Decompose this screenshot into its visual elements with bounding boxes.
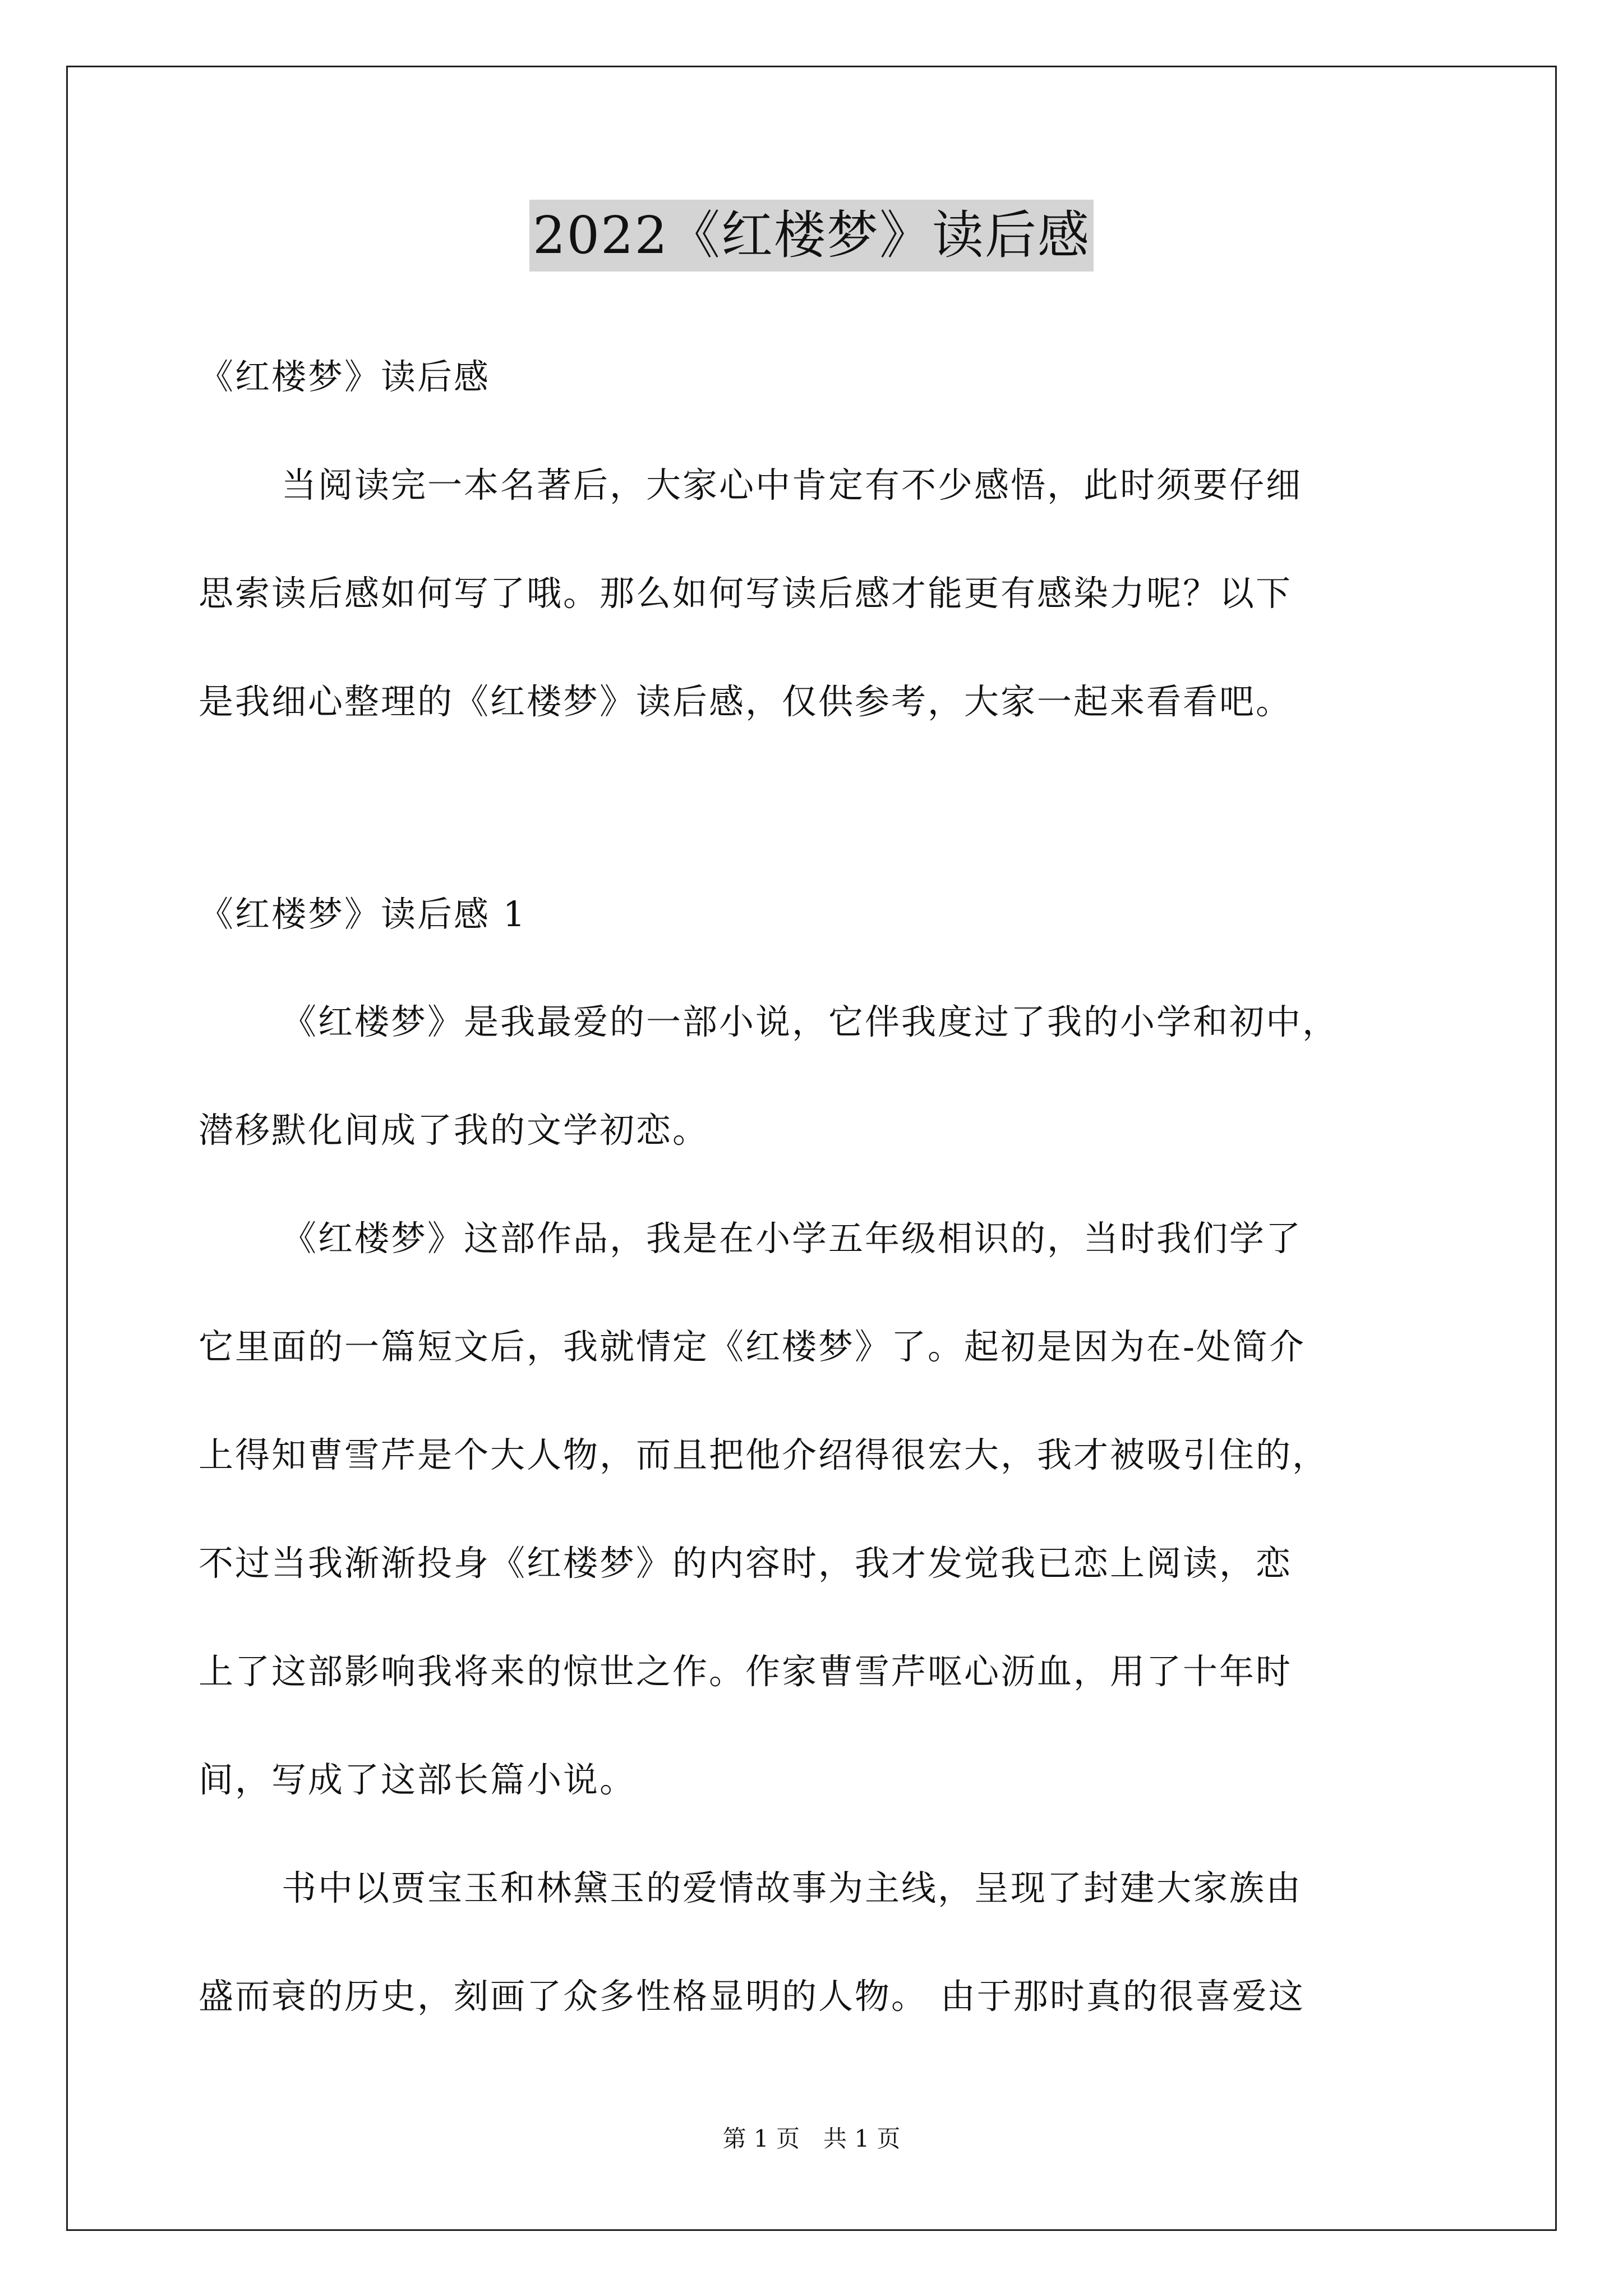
para1-line-1: 《红楼梦》是我最爱的一部小说，它伴我度过了我的小学和初中， <box>282 1001 1339 1042</box>
para2-line-6: 间，写成了这部长篇小说。 <box>199 1759 637 1800</box>
section-heading-1: 《红楼梦》读后感 1 <box>199 894 527 935</box>
para3-line-2: 盛而衰的历史，刻画了众多性格显明的人物。 由于那时真的很喜爱这 <box>199 1976 1305 2017</box>
para2-line-3: 上得知曹雪芹是个大人物，而且把他介绍得很宏大，我才被吸引住的， <box>199 1434 1329 1475</box>
para2-line-2: 它里面的一篇短文后，我就情定《红楼梦》了。起初是因为在-处简介 <box>199 1326 1306 1367</box>
para2-line-1: 《红楼梦》这部作品，我是在小学五年级相识的，当时我们学了 <box>282 1218 1303 1259</box>
para1-line-2: 潜移默化间成了我的文学初恋。 <box>199 1110 709 1151</box>
para2-line-4: 不过当我渐渐投身《红楼梦》的内容时，我才发觉我已恋上阅读，恋 <box>199 1543 1293 1584</box>
intro-line-3: 是我细心整理的《红楼梦》读后感，仅供参考，大家一起来看看吧。 <box>199 681 1293 722</box>
intro-line-2: 思索读后感如何写了哦。那么如何写读后感才能更有感染力呢？以下 <box>199 573 1293 614</box>
title-container <box>0 200 1623 272</box>
subtitle-heading: 《红楼梦》读后感 <box>199 356 491 397</box>
intro-line-1: 当阅读完一本名著后，大家心中肯定有不少感悟，此时须要仔细 <box>282 464 1303 505</box>
page-footer: 第 1 页 共 1 页 <box>722 2125 901 2152</box>
document-title: 2022《红楼梦》读后感 <box>529 200 1094 272</box>
para2-line-5: 上了这部影响我将来的惊世之作。作家曹雪芹呕心沥血，用了十年时 <box>199 1651 1293 1692</box>
para3-line-1: 书中以贾宝玉和林黛玉的爱情故事为主线，呈现了封建大家族由 <box>282 1867 1303 1908</box>
